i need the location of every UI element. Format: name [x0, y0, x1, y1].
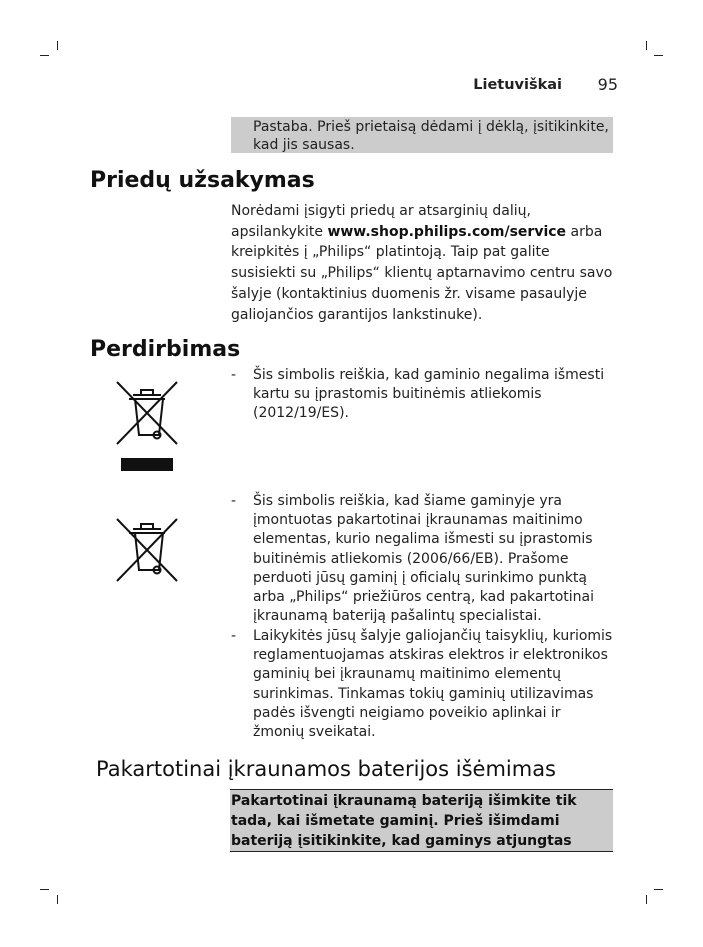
warning-text: Pakartotinai įkraunamą bateriją išimkite tik tada, kai išmetate gaminį. Prieš išimdami bateriją įsitikinkite, kad gaminys atjungtas	[231, 793, 577, 849]
note-text: Pastaba. Prieš prietaisą dėdami į dėklą, įsitikinkite, kad jis sausas.	[253, 119, 609, 153]
recycling-item-text: Šis simbolis reiškia, kad gaminio negalima išmesti kartu su įprastomis buitinėmis atliekomis (2012/19/ES).	[253, 367, 605, 422]
crop-mark	[654, 889, 663, 890]
weee-bin-icon	[113, 378, 181, 472]
ordering-text-after: arba kreipkitės į „Philips“ platintoją. Taip pat galite susisiekti su „Philips“ klientų aptarnavimo centru savo šalyje (kontaktinius duomenis žr. visame pasaulyje galiojančios garantijos lankstinuke).	[231, 223, 613, 323]
warning-box	[230, 789, 613, 852]
shop-link[interactable]: www.shop.philips.com/service	[327, 223, 567, 240]
recycling-item	[231, 492, 616, 626]
item-dash: -	[231, 367, 237, 383]
item-dash: -	[231, 493, 237, 509]
crop-mark	[57, 41, 58, 50]
battery-bin-icon	[113, 515, 181, 583]
note-box	[231, 117, 613, 153]
ordering-heading: Priedų užsakymas	[90, 168, 315, 193]
recycling-heading: Perdirbimas	[90, 337, 241, 362]
crop-mark	[40, 889, 49, 890]
recycling-item-text: Laikykitės jūsų šalyje galiojančių taisyklių, kuriomis reglamentuojamas atskiras elektros ir elektronikos gaminių bei įkraunamų maitinimo elementų surinkimas. Tinkamas tokių gaminių utilizavimas padės išvengti neigiamo poveikio aplinkai ir žmonių sveikatai.	[253, 628, 613, 741]
recycling-item-text: Šis simbolis reiškia, kad šiame gaminyje yra įmontuotas pakartotinai įkraunamas maitinimo elementas, kurio negalima išmesti su įprastomis buitinėmis atliekomis (2006/66/EB). Prašome perduoti jūsų gaminį į oficialų surinkimo punktą arba „Philips“ priežiūros centrą, kad pakartotinai įkraunamą bateriją pašalintų specialistai.	[253, 493, 595, 625]
ordering-text-before: Norėdami įsigyti priedų ar atsarginių dalių, apsilankykite	[231, 203, 531, 240]
battery-removal-heading: Pakartotinai įkraunamos baterijos išėmimas	[96, 757, 557, 781]
item-dash: -	[231, 628, 237, 644]
crop-mark	[654, 55, 663, 56]
page-number: 95	[597, 75, 618, 94]
crop-mark	[40, 55, 49, 56]
recycling-item	[231, 627, 616, 742]
crop-mark	[646, 895, 647, 904]
ordering-paragraph	[231, 201, 616, 325]
crop-mark	[57, 895, 58, 904]
page-language: Lietuviškai	[473, 77, 562, 93]
crop-mark	[646, 41, 647, 50]
recycling-item	[231, 366, 616, 424]
